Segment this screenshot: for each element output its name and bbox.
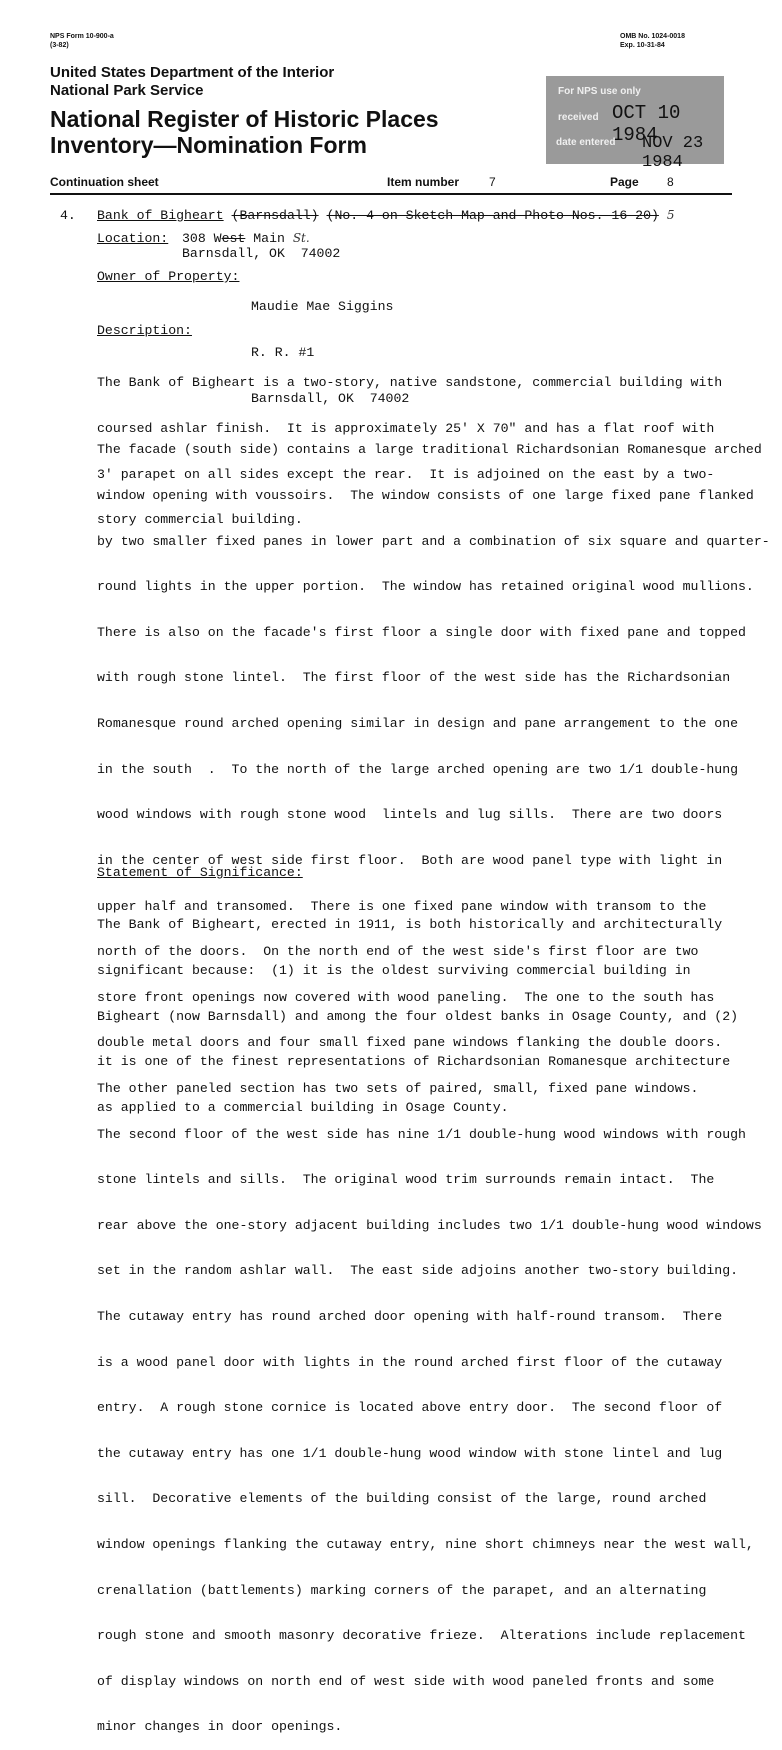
text-line: The second floor of the west side has nine 1/1 double-hung wood windows with rough [97, 1126, 746, 1142]
header-rule [50, 193, 732, 195]
text-line: window openings flanking the cutaway entry, nine short chimneys near the west wall, [97, 1537, 754, 1553]
text-line: as applied to a commercial building in Osage County. [97, 1099, 509, 1115]
text-line: There is also on the facade's first floor a single door with fixed pane and topped [97, 624, 746, 640]
location-street-struck: est [221, 231, 246, 246]
text-line: coursed ashlar finish. It is approximately 25' X 70" and has a flat roof with [97, 421, 715, 437]
property-name: Bank of Bigheart [97, 208, 224, 223]
location-city: Barnsdall, OK 74002 [182, 246, 341, 261]
text-line: store front openings now covered with wood paneling. The one to the south has [97, 989, 715, 1005]
text-line: rear above the one-story adjacent building includes two 1/1 double-hung wood windows [97, 1217, 762, 1233]
location-handwritten: St. [292, 231, 310, 245]
service-name: National Park Service [50, 82, 204, 99]
location-address [182, 231, 310, 246]
text-line: in the south . To the north of the large arched opening are two 1/1 double-hung [97, 761, 739, 777]
text-line: north of the doors. On the north end of the west side's first floor are two [97, 944, 699, 960]
owner-line: Barnsdall, OK 74002 [251, 390, 410, 406]
stamp-entered-date: NOV 23 1984 [642, 134, 704, 172]
significance-paragraph [97, 887, 737, 1130]
page-label: Page [610, 175, 639, 189]
text-line: upper half and transomed. There is one fixed pane window with transom to the [97, 898, 707, 914]
text-line: in the center of west side first floor. Both are wood panel type with light in [97, 852, 723, 868]
text-line: The Bank of Bigheart, erected in 1911, is both historically and architecturally [97, 917, 723, 933]
text-line: by two smaller fixed panes in lower part and a combination of six square and quarter- [97, 533, 770, 549]
struck-sketch-note: (No. 4 on Sketch Map and Photo Nos. 16-20) [326, 208, 659, 223]
department-name: United States Department of the Interior [50, 64, 335, 81]
location-street-post: Main [245, 231, 285, 246]
text-line: entry. A rough stone cornice is located above entry door. The second floor of [97, 1400, 723, 1416]
form-title-line1: National Register of Historic Places [50, 106, 439, 132]
text-line: The other paneled section has two sets of paired, small, fixed pane windows. [97, 1080, 699, 1096]
form-title [50, 106, 439, 158]
text-line: with rough stone lintel. The first floor of the west side has the Richardsonian [97, 670, 731, 686]
handwritten-note: 5 [666, 208, 675, 222]
description-label: Description: [97, 323, 192, 338]
form-number [50, 32, 114, 50]
text-line: window opening with voussoirs. The window consists of one large fixed pane flanked [97, 488, 754, 504]
stamp-received-date: OCT 10 1984 [612, 102, 681, 146]
text-line: The Bank of Bigheart is a two-story, native sandstone, commercial building with [97, 375, 723, 391]
text-line: story commercial building. [97, 512, 303, 528]
stamp-use-label: For NPS use only [558, 86, 641, 97]
owner-line: R. R. #1 [251, 345, 315, 361]
property-name-struck: (Barnsdall) [231, 208, 319, 223]
omb-block [620, 32, 685, 50]
continuation-sheet-label: Continuation sheet [50, 175, 159, 189]
text-line: set in the random ashlar wall. The east side adjoins another two-story building. [97, 1263, 739, 1279]
text-line: significant because: (1) it is the oldest surviving commercial building in [97, 963, 691, 979]
text-line: Bigheart (now Barnsdall) and among the four oldest banks in Osage County, and (2) [97, 1008, 739, 1024]
location-street-pre: 308 W [182, 231, 222, 246]
text-line: The facade (south side) contains a large traditional Richardsonian Romanesque arched [97, 442, 762, 458]
omb-expiration: Exp. 10-31-84 [620, 42, 665, 49]
location-label: Location: [97, 231, 169, 246]
nps-use-stamp [546, 76, 724, 172]
owner-line: Maudie Mae Siggins [251, 299, 394, 315]
text-line: Romanesque round arched opening similar in design and pane arrangement to the one [97, 716, 739, 732]
form-date-text: (3-82) [50, 42, 69, 49]
text-line: it is one of the finest representations of Richardsonian Romanesque architecture [97, 1054, 731, 1070]
significance-label: Statement of Significance: [97, 865, 303, 880]
text-line: the cutaway entry has one 1/1 double-hung wood window with stone lintel and lug [97, 1445, 723, 1461]
stamp-received-label: received [558, 112, 599, 123]
item-number-value: 7 [489, 175, 496, 189]
text-line: crenallation (battlements) marking corners of the parapet, and an alternating [97, 1582, 707, 1598]
text-line: is a wood panel door with lights in the round arched first floor of the cutaway [97, 1354, 723, 1370]
text-line: double metal doors and four small fixed pane windows flanking the double doors. [97, 1035, 723, 1051]
agency-block [50, 64, 334, 100]
owner-label: Owner of Property: [97, 269, 240, 284]
text-line: of display windows on north end of west side with wood paneled fronts and some [97, 1673, 715, 1689]
form-number-text: NPS Form 10-900-a [50, 33, 114, 40]
text-line: minor changes in door openings. [97, 1719, 343, 1735]
text-line: wood windows with rough stone wood lintels and lug sills. There are two doors [97, 807, 723, 823]
form-title-line2: Inventory—Nomination Form [50, 132, 367, 158]
text-line: sill. Decorative elements of the building consist of the large, round arched [97, 1491, 707, 1507]
item-number-label: Item number [387, 175, 460, 189]
text-line: 3' parapet on all sides except the rear. It is adjoined on the east by a two- [97, 466, 715, 482]
omb-number: OMB No. 1024-0018 [620, 33, 685, 40]
page-value: 8 [667, 175, 674, 189]
text-line: The cutaway entry has round arched door opening with half-round transom. There [97, 1308, 723, 1324]
entry-number: 4. [60, 208, 76, 223]
text-line: round lights in the upper portion. The window has retained original wood mullions. [97, 579, 754, 595]
text-line: stone lintels and sills. The original wood trim surrounds remain intact. The [97, 1172, 715, 1188]
stamp-entered-label: date entered [556, 137, 616, 148]
entry-heading [97, 208, 674, 223]
text-line: rough stone and smooth masonry decorative frieze. Alterations include replacement [97, 1628, 746, 1644]
